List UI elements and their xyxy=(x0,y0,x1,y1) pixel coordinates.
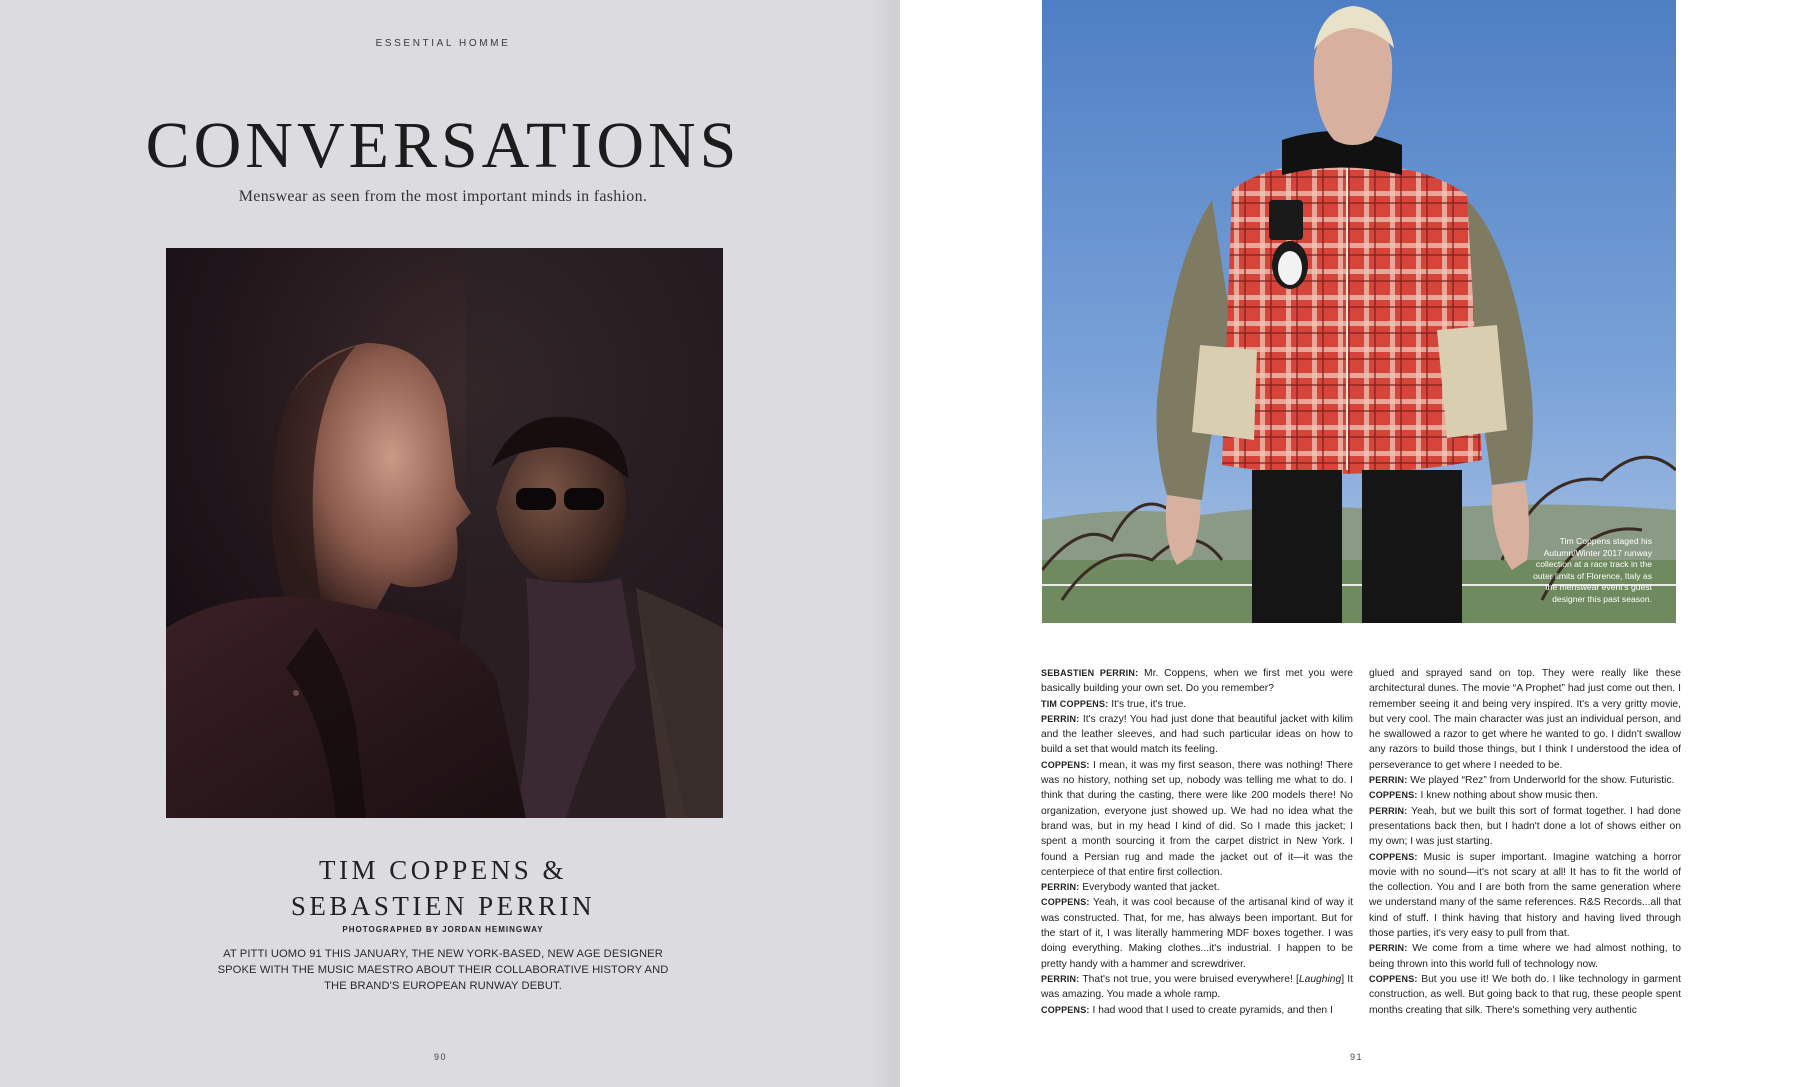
speaker-label: PERRIN: xyxy=(1369,805,1408,816)
speech-text: But you use it! We both do. I like technology in garment construction, as well. But going back to that rug, these people spent months creating that silk. There's something very authentic xyxy=(1369,973,1681,1016)
names-line-2: SEBASTIEN PERRIN xyxy=(290,891,596,921)
speech-text: We played “Rez” from Underworld for the show. Futuristic. xyxy=(1407,775,1675,787)
intro-paragraph: AT PITTI UOMO 91 THIS JANUARY, THE NEW YORK-BASED, NEW AGE DESIGNER SPOKE WITH THE MUSIC MAESTRO ABOUT THEIR COLLABORATIVE HISTORY AND THE BRAND'S EUROPEAN RUNWAY DEBUT. xyxy=(217,948,669,992)
interview-column-2 xyxy=(1369,666,1681,1018)
qa-paragraph xyxy=(1041,895,1353,971)
speech-text: I mean, it was my first season, there was nothing! There was no history, nothing set up, nobody was telling me what to do. I think that during the casting, there were like 200 models there! No organization, everyone just showed up. We had no idea what the brand was, but in my head I kind of did. So I made this jacket; I spent a month sourcing it from the carpet district in New York. I found a Persian rug and made the jacket out of it—it was the centerpiece of that entire first collection. xyxy=(1041,759,1353,878)
page-number-right: 91 xyxy=(1350,1052,1364,1062)
model-photo xyxy=(1042,0,1676,623)
interview-column-1 xyxy=(1041,666,1353,1018)
speaker-label: PERRIN: xyxy=(1041,713,1080,724)
photo-credit: PHOTOGRAPHED BY JORDAN HEMINGWAY xyxy=(342,925,544,934)
speaker-label: COPPENS: xyxy=(1041,1004,1090,1015)
qa-paragraph xyxy=(1369,666,1681,773)
portrait-photo xyxy=(166,248,723,818)
speaker-label: TIM COPPENS: xyxy=(1041,698,1109,709)
speech-text: I had wood that I used to create pyramids, and then I xyxy=(1089,1004,1333,1016)
speaker-label: PERRIN: xyxy=(1369,943,1408,954)
speaker-label: SEBASTIEN PERRIN: xyxy=(1041,668,1139,678)
page-number-left: 90 xyxy=(434,1052,448,1062)
speaker-label: PERRIN: xyxy=(1041,973,1080,984)
speech-text: glued and sprayed sand on top. They were really like these architectural dunes. The movie “A Prophet” had just come out then. I remember seeing it and being very inspired. It's a very gritty movie, but very cool. The main character was just an individual person, and he swallowed a razor to get where he wanted to go. I didn't swallow any razors to build those things, but I think I understood the idea of perseverance to get where I needed to be. xyxy=(1369,668,1681,771)
qa-paragraph xyxy=(1369,850,1681,942)
speech-text: Music is super important. Imagine watching a horror movie with no sound—it's not scary at all! It has to fit the world of the collection. You and I are both from the same generation where we understand many of the same references. R&S Records...all that kind of stuff. I think having that history and having lived through those parties, it's very easy to pull from that. xyxy=(1369,851,1681,940)
qa-paragraph xyxy=(1041,880,1353,895)
speaker-label: COPPENS: xyxy=(1369,790,1418,801)
speech-text: It's crazy! You had just done that beautiful jacket with kilim and the leather sleeves, and had such particular ideas on how to build a set that would match its feeling. xyxy=(1041,713,1353,756)
subtitle-dek: Menswear as seen from the most important minds in fashion. xyxy=(238,188,648,205)
speech-text: Everybody wanted that jacket. xyxy=(1079,882,1220,894)
names-line-1: TIM COPPENS & xyxy=(318,855,568,885)
speaker-label: PERRIN: xyxy=(1041,882,1080,893)
qa-paragraph xyxy=(1369,804,1681,850)
speech-text: It's true, it's true. xyxy=(1108,698,1187,710)
interview-names xyxy=(0,852,886,924)
speech-text: We come from a time where we had almost nothing, to being thrown into this world full of technology now. xyxy=(1369,943,1681,970)
speech-text-after: ] It was amazing. You made a whole ramp. xyxy=(1041,973,1353,1001)
italic-text: Laughing xyxy=(1298,973,1342,985)
speech-text: Yeah, but we built this sort of format together. I had done presentations back then, but I hadn't done a lot of shows either on my own; I was just starting. xyxy=(1369,805,1681,848)
qa-paragraph xyxy=(1369,773,1681,788)
speech-text: I knew nothing about show music then. xyxy=(1417,790,1598,802)
speaker-label: COPPENS: xyxy=(1369,851,1418,862)
qa-paragraph xyxy=(1041,697,1353,712)
speaker-label: COPPENS: xyxy=(1041,897,1090,908)
speaker-label: PERRIN: xyxy=(1369,775,1408,786)
photo-caption: Tim Coppens staged his Autumn/Winter 2017 runway collection at a race track in the outer limits of Florence, Italy as the menswear event's guest designer this past season. xyxy=(1533,536,1652,604)
speaker-label: COPPENS: xyxy=(1369,973,1418,984)
speech-text: Mr. Coppens, when we first met you were basically building your own set. Do you remember? xyxy=(1041,668,1353,695)
section-tag: ESSENTIAL HOMME xyxy=(375,38,511,49)
qa-paragraph xyxy=(1041,666,1353,697)
qa-paragraph xyxy=(1369,788,1681,803)
speech-text: Yeah, it was cool because of the artisanal kind of way it was constructed. That, for me, has always been important. But for the start of it, I was literally hammering MDF boxes together. I was doing everything. Making clothes...it's industrial. I happen to be pretty handy with a hammer and screwdriver. xyxy=(1041,897,1353,970)
qa-paragraph xyxy=(1041,1003,1353,1018)
qa-paragraph xyxy=(1369,972,1681,1018)
qa-paragraph xyxy=(1041,758,1353,880)
speech-text: That's not true, you were bruised everywhere! [ xyxy=(1079,973,1299,985)
qa-paragraph xyxy=(1369,941,1681,972)
page-title: CONVERSATIONS xyxy=(145,109,741,182)
qa-paragraph xyxy=(1041,972,1353,1003)
qa-paragraph xyxy=(1041,712,1353,758)
speaker-label: COPPENS: xyxy=(1041,759,1090,770)
